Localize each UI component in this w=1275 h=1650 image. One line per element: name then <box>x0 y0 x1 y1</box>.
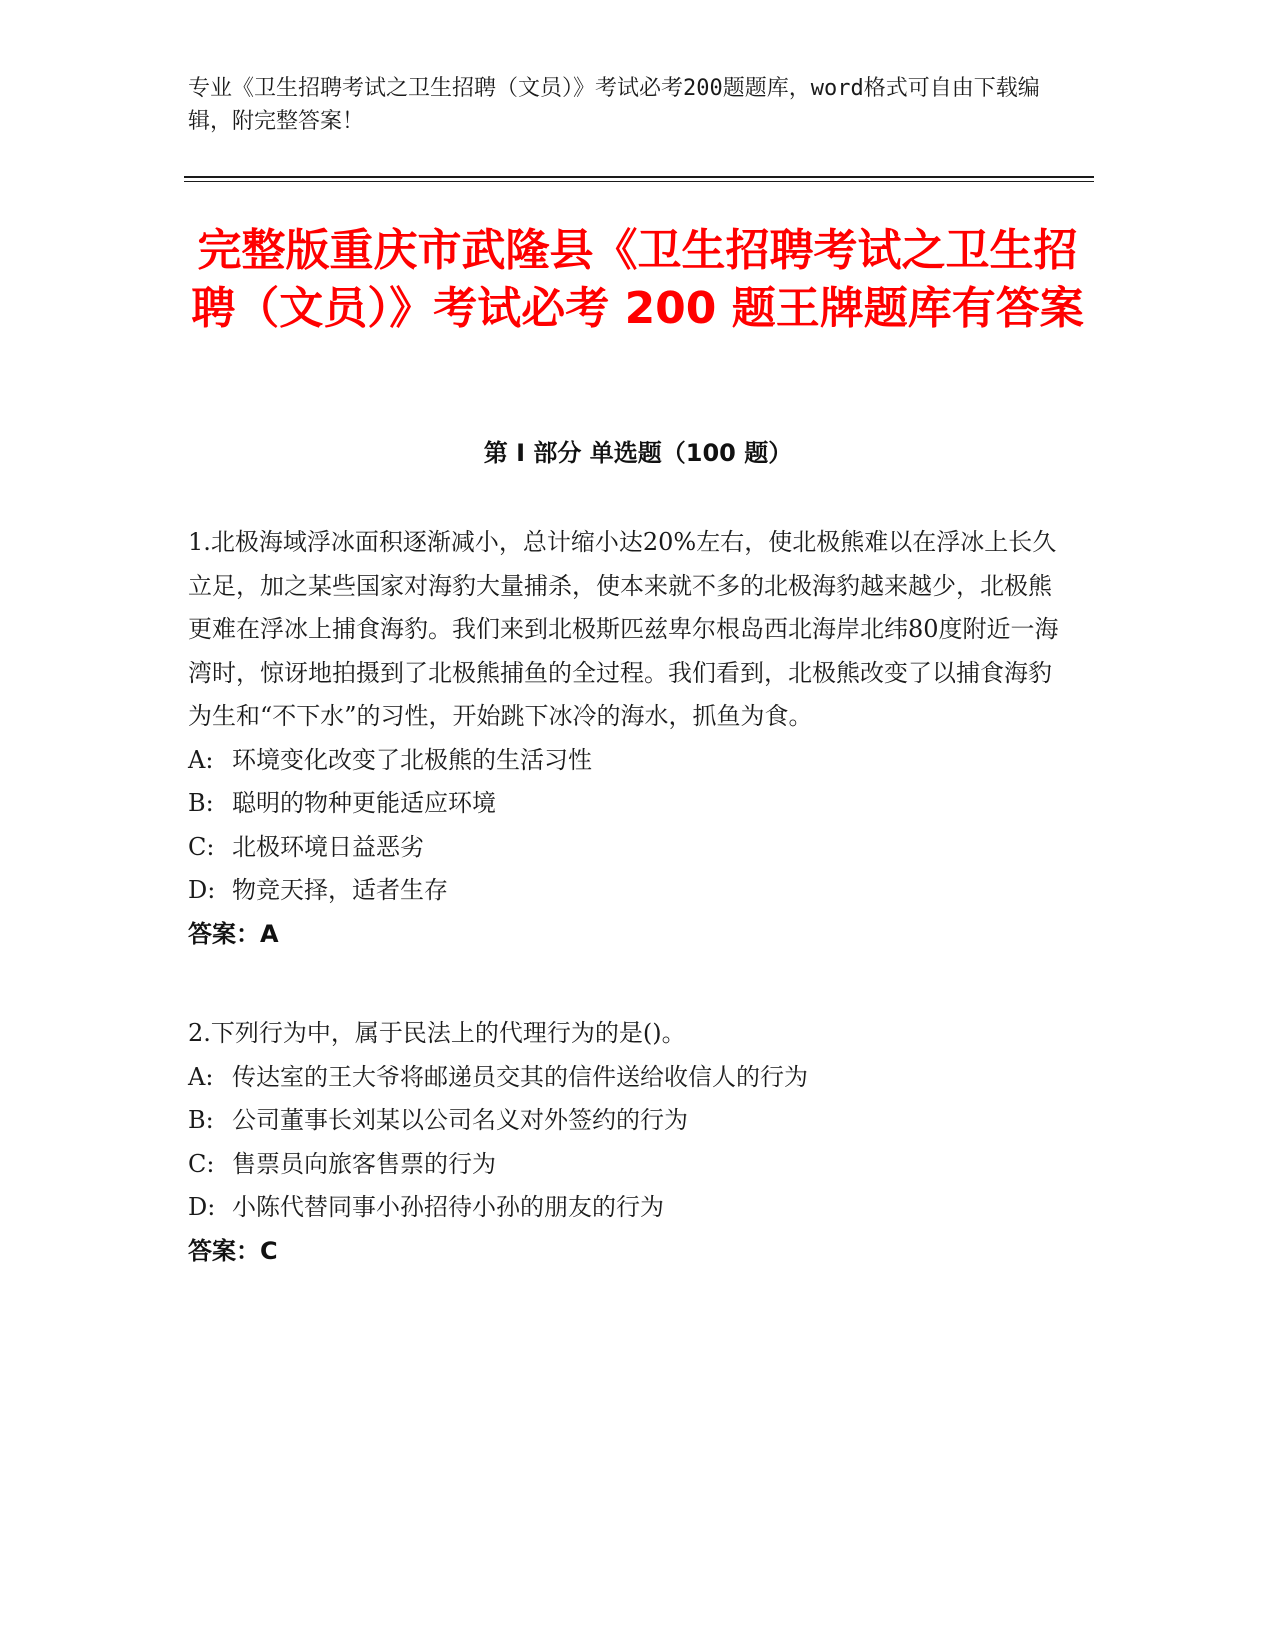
option-text: 北极环境日益恶劣 <box>232 832 424 861</box>
option-letter: C: <box>188 832 215 861</box>
option-letter: D: <box>188 876 216 904</box>
option-text: 小陈代替同事小孙招待小孙的朋友的行为 <box>232 1193 664 1221</box>
option-letter: B: <box>188 789 214 817</box>
option-b <box>188 1099 1073 1143</box>
option-c <box>188 826 1073 870</box>
answer-label: 答案：C <box>188 1236 278 1265</box>
question-2 <box>188 1012 1073 1273</box>
question-list <box>188 521 1073 1329</box>
option-d <box>188 1186 1073 1230</box>
option-letter: A: <box>188 745 214 774</box>
option-text: 公司董事长刘某以公司名义对外签约的行为 <box>232 1106 688 1134</box>
question-stem: 2.下列行为中，属于民法上的代理行为的是()。 <box>188 1019 686 1047</box>
option-text: 物竞天择，适者生存 <box>232 876 448 904</box>
document-title: 完整版重庆市武隆县《卫生招聘考试之卫生招聘（文员）》考试必考 200 题王牌题库有答案 <box>191 225 1084 334</box>
option-a <box>188 1056 1073 1100</box>
option-a <box>188 739 1073 783</box>
option-text: 售票员向旅客售票的行为 <box>232 1149 496 1178</box>
option-text: 环境变化改变了北极熊的生活习性 <box>232 745 592 774</box>
option-letter: D: <box>188 1193 216 1221</box>
header-note: 专业《卫生招聘考试之卫生招聘（文员）》考试必考200题题库，word格式可自由下载编辑，附完整答案！ <box>188 76 1040 134</box>
option-d <box>188 869 1073 913</box>
answer-label: 答案：A <box>188 919 279 948</box>
option-text: 传达室的王大爷将邮递员交其的信件送给收信人的行为 <box>232 1062 808 1091</box>
question-1 <box>188 521 1073 956</box>
option-c <box>188 1143 1073 1187</box>
question-stem: 1.北极海域浮冰面积逐渐减小，总计缩小达20%左右，使北极熊难以在浮冰上长久立足，加之某些国家对海豹大量捕杀，使本来就不多的北极海豹越来越少，北极熊更难在浮冰上捕食海豹。我们来到北极斯匹兹卑尔根岛西北海岸北纬80度附近一海湾时，惊讶地拍摄到了北极熊捕鱼的全过程。我们看到，北极熊改变了以捕食海豹为生和“不下水”的习性，开始跳下冰冷的海水，抓鱼为食。 <box>188 528 1059 730</box>
header-divider-thin <box>184 181 1094 182</box>
option-letter: B: <box>188 1106 214 1134</box>
option-letter: A: <box>188 1062 214 1091</box>
header-divider <box>184 176 1094 178</box>
option-letter: C: <box>188 1149 215 1178</box>
option-b <box>188 782 1073 826</box>
section-title: 第 I 部分 单选题（100 题） <box>483 439 793 467</box>
option-text: 聪明的物种更能适应环境 <box>232 789 496 817</box>
